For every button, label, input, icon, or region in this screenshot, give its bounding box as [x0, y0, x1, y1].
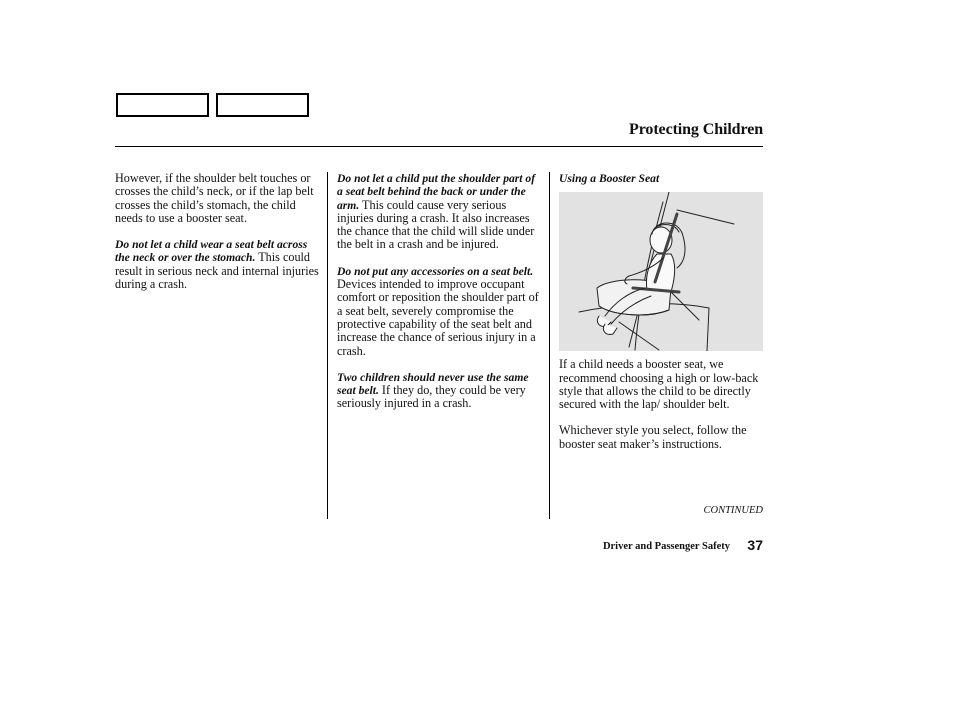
- col1-warning: [115, 238, 322, 291]
- col2-warning-1-text: This could cause very serious injuries during a crash. It also increases the chance that the child will slide under the belt in a crash and be injured.: [337, 197, 535, 252]
- col3-paragraph-1: If a child needs a booster seat, we recommend choosing a high or low-back style that allows the child to be directly secured with the lap/ shoulder belt.: [559, 357, 759, 412]
- booster-seat-heading: Using a Booster Seat: [559, 172, 660, 185]
- col2-warning-2-text: Devices intended to improve occupant comfort or reposition the shoulder part of a seat belt, severely compromise the protective capability of the seat belt and increase the chance of serious injury in a crash.: [337, 277, 539, 358]
- continued-label: CONTINUED: [703, 505, 763, 516]
- title-rule: [115, 146, 763, 147]
- col2-warning-1-bold: Do not let a child put the shoulder part of a seat belt behind the back or under the arm.: [337, 172, 536, 212]
- page-title: Protecting Children: [629, 121, 763, 138]
- nav-tab-box-2[interactable]: [216, 93, 309, 117]
- column-1: [115, 172, 322, 304]
- page-number: 37: [747, 537, 763, 553]
- col1-warning-bold: Do not let a child wear a seat belt across the neck or over the stomach.: [115, 238, 308, 265]
- col2-warning-3-bold: Two children should never use the same seat belt.: [337, 370, 529, 398]
- col3-paragraph-2: Whichever style you select, follow the booster seat maker’s instructions.: [559, 423, 747, 451]
- col2-warning-2-bold: Do not put any accessories on a seat belt.: [337, 264, 534, 278]
- col2-warning-2: [337, 265, 542, 358]
- col1-warning-text: This could result in serious neck and internal injuries during a crash.: [115, 250, 319, 292]
- column-2: [337, 172, 542, 424]
- footer-section-title: Driver and Passenger Safety: [602, 541, 730, 552]
- column-divider-1: [327, 172, 328, 519]
- col2-warning-3: [337, 371, 542, 411]
- child-booster-seat-drawing: [559, 192, 763, 351]
- col1-paragraph: However, if the shoulder belt touches or crosses the child’s neck, or if the lap belt crosses the child’s stomach, the child needs to use a booster seat.: [115, 171, 314, 225]
- col2-warning-1: [337, 172, 542, 252]
- column-divider-2: [549, 172, 550, 519]
- col2-warning-3-text: If they do, they could be very seriously injured in a crash.: [337, 383, 526, 411]
- nav-tab-box-1[interactable]: [116, 93, 209, 117]
- booster-seat-illustration: [559, 192, 763, 351]
